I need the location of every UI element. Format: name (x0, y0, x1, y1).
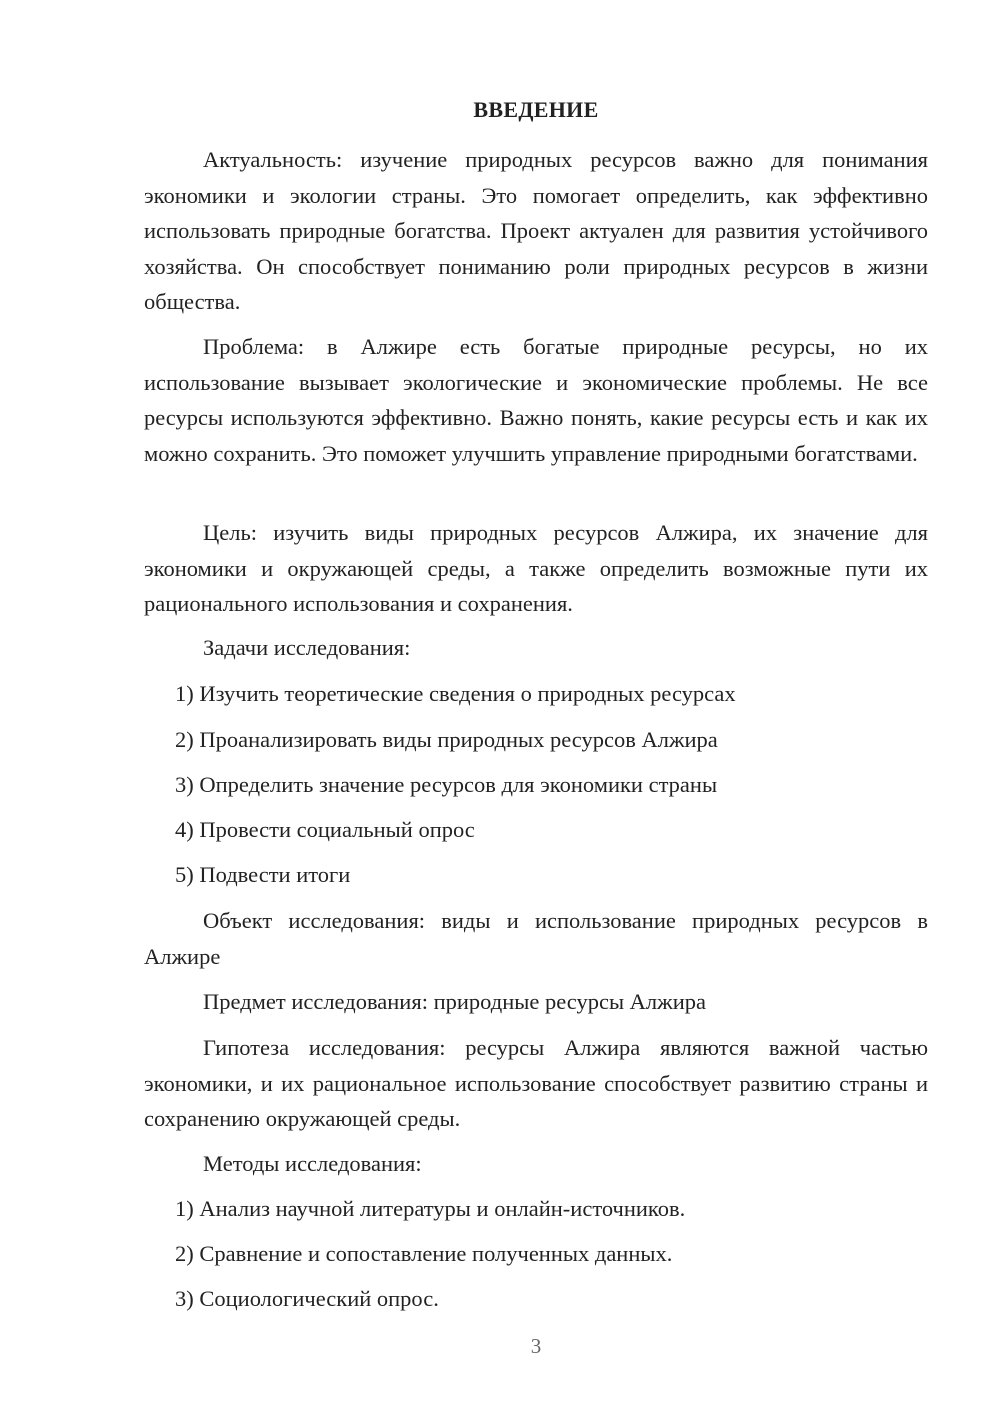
methods-label: Методы исследования: (203, 1151, 422, 1176)
subject-paragraph: Предмет исследования: природные ресурсы Алжира (203, 989, 706, 1014)
task-item: 1) Изучить теоретические сведения о природных ресурсах (175, 681, 736, 706)
hypothesis-paragraph: Гипотеза исследования: ресурсы Алжира являются важной частью экономики, и их рациональное использование способствует развитию страны и сохранению окружающей среды. (144, 1035, 928, 1131)
task-item: 2) Проанализировать виды природных ресурсов Алжира (175, 727, 718, 752)
tasks-label: Задачи исследования: (203, 635, 411, 660)
page-number: 3 (530, 1334, 542, 1358)
task-item: 4) Провести социальный опрос (175, 817, 475, 842)
problem-paragraph: Проблема: в Алжире есть богатые природные ресурсы, но их использование вызывает экологические и экономические проблемы. Не все ресурсы используются эффективно. Важно понять, какие ресурсы есть и как их можно сохранить. Это поможет улучшить управление природными богатствами. (144, 334, 928, 466)
task-item: 5) Подвести итоги (175, 862, 351, 887)
page-title: ВВЕДЕНИЕ (473, 97, 599, 122)
task-item: 3) Определить значение ресурсов для экономики страны (175, 772, 718, 797)
object-paragraph: Объект исследования: виды и использование природных ресурсов в Алжире (144, 908, 928, 969)
method-item: 3) Социологический опрос. (175, 1286, 439, 1311)
method-item: 2) Сравнение и сопоставление полученных данных. (175, 1241, 673, 1266)
goal-paragraph: Цель: изучить виды природных ресурсов Алжира, их значение для экономики и окружающей среды, а также определить возможные пути их рационального использования и сохранения. (144, 520, 928, 616)
method-item: 1) Анализ научной литературы и онлайн-источников. (175, 1196, 686, 1221)
relevance-paragraph: Актуальность: изучение природных ресурсов важно для понимания экономики и экологии страны. Это помогает определить, как эффективно использовать природные богатства. Проект актуален для развития устойчивого хозяйства. Он способствует пониманию роли природных ресурсов в жизни общества. (144, 147, 928, 314)
